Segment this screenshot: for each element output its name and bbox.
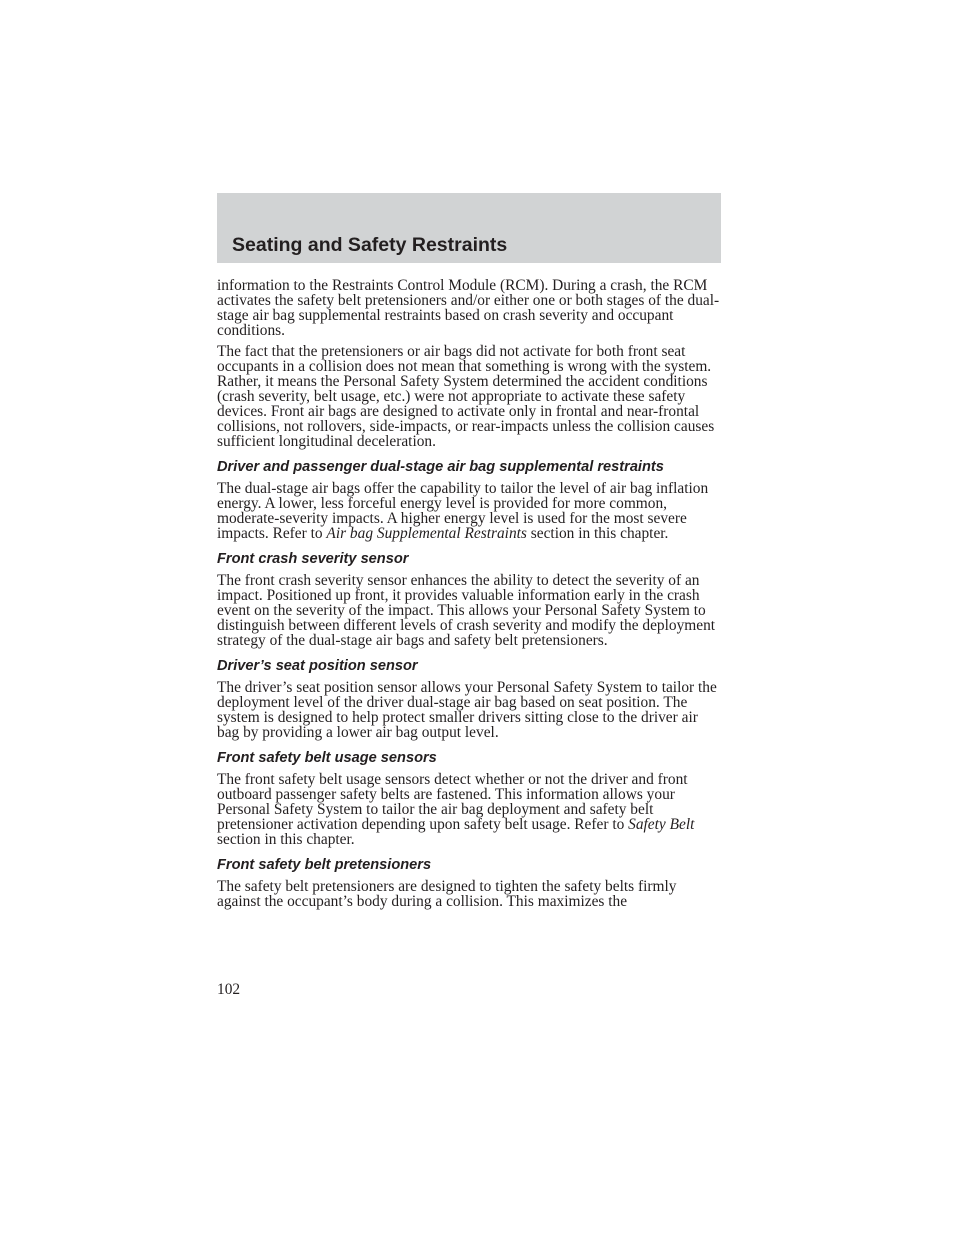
page-content: [217, 278, 723, 909]
paragraph-no-activation: The fact that the pretensioners or air bags did not activate for both front seat occupants in a collision does not mean that something is wrong with the system. Rather, it means the Personal Safety System determined the accident conditions (crash severity, belt usage, etc.) were not appropriate to activate these safety devices. Front air bags are designed to activate only in frontal and near-frontal collisions, not rollovers, side-impacts, or rear-impacts unless the collision causes sufficient longitudinal deceleration.: [217, 343, 715, 450]
paragraph-dual-stage-text: The dual-stage air bags offer the capability to tailor the level of air bag inflation energy. A lower, less forceful energy level is provided for more common, moderate-severity impacts. A higher energy level is used for the most severe impacts. Refer to: [217, 480, 709, 542]
paragraph-belt-usage-sensors: [217, 772, 723, 847]
paragraph-belt-pretensioners: The safety belt pretensioners are designed to tighten the safety belts firmly against the occupant’s body during a collision. This maximizes the: [217, 878, 677, 910]
heading-belt-usage-sensors: Front safety belt usage sensors: [217, 750, 437, 766]
paragraph-dual-stage-end: section in this chapter.: [526, 525, 669, 542]
cross-reference-air-bag: Air bag Supplemental Restraints: [326, 525, 527, 542]
paragraph-dual-stage: [217, 481, 723, 541]
paragraph-rcm-info: information to the Restraints Control Module (RCM). During a crash, the RCM activates the safety belt pretensioners and/or either one or both stages of the dual-stage air bag supplemental restraints based on crash severity and occupant conditions.: [217, 277, 720, 339]
paragraph-belt-usage-text: The front safety belt usage sensors detect whether or not the driver and front outboard passenger safety belts are fastened. This information allows your Personal Safety System to tailor the air bag deployment and safety belt pretensioner activation depending upon safety belt usage. Refer to: [217, 771, 688, 833]
heading-belt-pretensioners: Front safety belt pretensioners: [217, 857, 432, 873]
paragraph-seat-position-sensor: The driver’s seat position sensor allows your Personal Safety System to tailor the deployment level of the driver dual-stage air bag based on seat position. The system is designed to help protect smaller drivers sitting close to the driver air bag by providing a lower air bag output level.: [217, 679, 717, 741]
chapter-title: Seating and Safety Restraints: [232, 234, 508, 256]
page-number: 102: [217, 981, 241, 998]
heading-front-crash-sensor: Front crash severity sensor: [217, 551, 409, 567]
paragraph-belt-usage-end: section in this chapter.: [217, 831, 355, 848]
cross-reference-safety-belt: Safety Belt: [628, 816, 695, 833]
paragraph-front-crash-sensor: The front crash severity sensor enhances the ability to detect the severity of an impact. Positioned up front, it provides valuable information early in the crash event on the severity of the impact. This allows your Personal Safety System to distinguish between different levels of crash severity and modify the deployment strategy of the dual-stage air bags and safety belt pretensioners.: [217, 572, 716, 649]
heading-dual-stage-air-bag: Driver and passenger dual-stage air bag supplemental restraints: [217, 459, 664, 475]
heading-seat-position-sensor: Driver’s seat position sensor: [217, 658, 418, 674]
chapter-header-band: [217, 193, 721, 263]
